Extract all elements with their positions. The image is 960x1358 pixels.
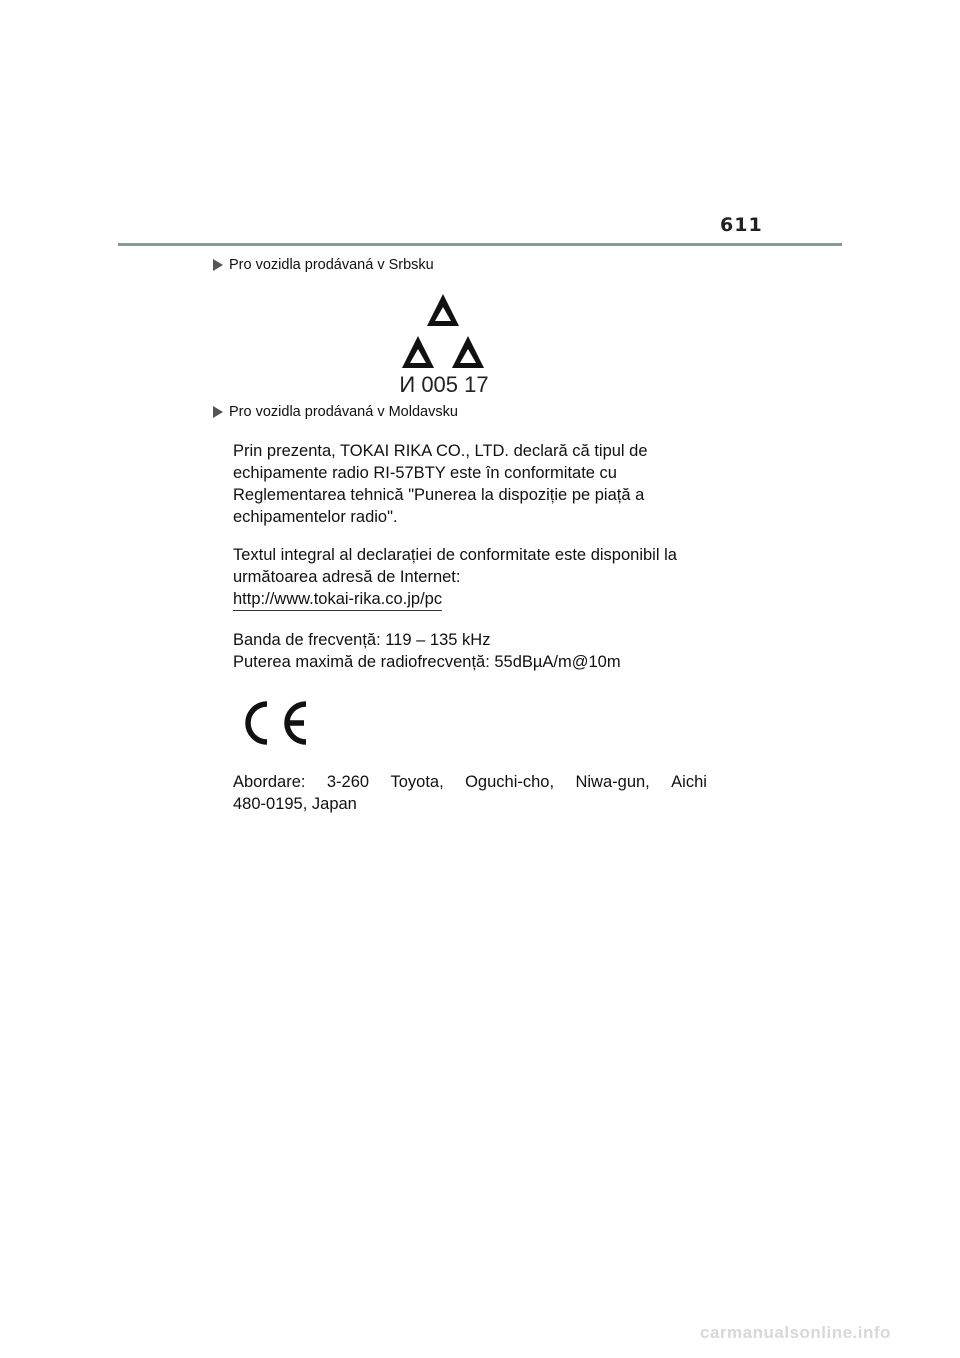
section-heading-label: Pro vozidla prodávaná v Moldavsku xyxy=(229,404,458,420)
text-line: echipamente radio RI-57BTY este în conformitate cu xyxy=(233,464,617,482)
availability-paragraph xyxy=(233,544,713,611)
text-line: următoarea adresă de Internet: xyxy=(233,568,461,586)
section-heading-serbia xyxy=(211,255,434,275)
section-heading-moldova xyxy=(211,402,458,422)
serbia-approval-code: И 005 17 xyxy=(399,372,489,396)
serbian-approval-triangles-icon xyxy=(390,292,498,396)
text-line: Prin prezenta, TOKAI RIKA CO., LTD. declară că tipul de xyxy=(233,442,648,460)
text-line: Reglementarea tehnică "Punerea la dispoziție pe piață a xyxy=(233,486,645,504)
arrow-right-icon xyxy=(211,258,225,272)
address-word: Niwa-gun, xyxy=(575,773,650,791)
arrow-right-icon xyxy=(211,405,225,419)
address-line-1 xyxy=(233,771,707,793)
watermark: carmanualsonline.info xyxy=(700,1323,891,1342)
address-block xyxy=(233,771,707,815)
text-line: echipamentelor radio". xyxy=(233,508,398,526)
radio-specs xyxy=(233,629,713,673)
text-line: Textul integral al declarației de conformitate este disponibil la xyxy=(233,546,677,564)
address-word: 3-260 xyxy=(326,773,370,791)
frequency-band-text: Banda de frecvență: 119 – 135 kHz xyxy=(233,631,491,649)
address-line-2: 480-0195, Japan xyxy=(233,795,357,813)
header-rule xyxy=(118,243,842,246)
address-word: Oguchi-cho, xyxy=(465,773,555,791)
address-word: Aichi xyxy=(671,773,707,791)
section-heading-label: Pro vozidla prodávaná v Srbsku xyxy=(229,257,434,273)
address-word: Toyota, xyxy=(390,773,444,791)
declaration-url-link[interactable]: http://www.tokai-rika.co.jp/pc xyxy=(233,589,442,611)
ce-mark-icon xyxy=(240,700,310,746)
page-number: 611 xyxy=(720,214,763,236)
address-word: Abordare: xyxy=(233,773,306,791)
max-power-text: Puterea maximă de radiofrecvență: 55dBµA/m@10m xyxy=(233,653,621,671)
declaration-paragraph xyxy=(233,440,713,528)
